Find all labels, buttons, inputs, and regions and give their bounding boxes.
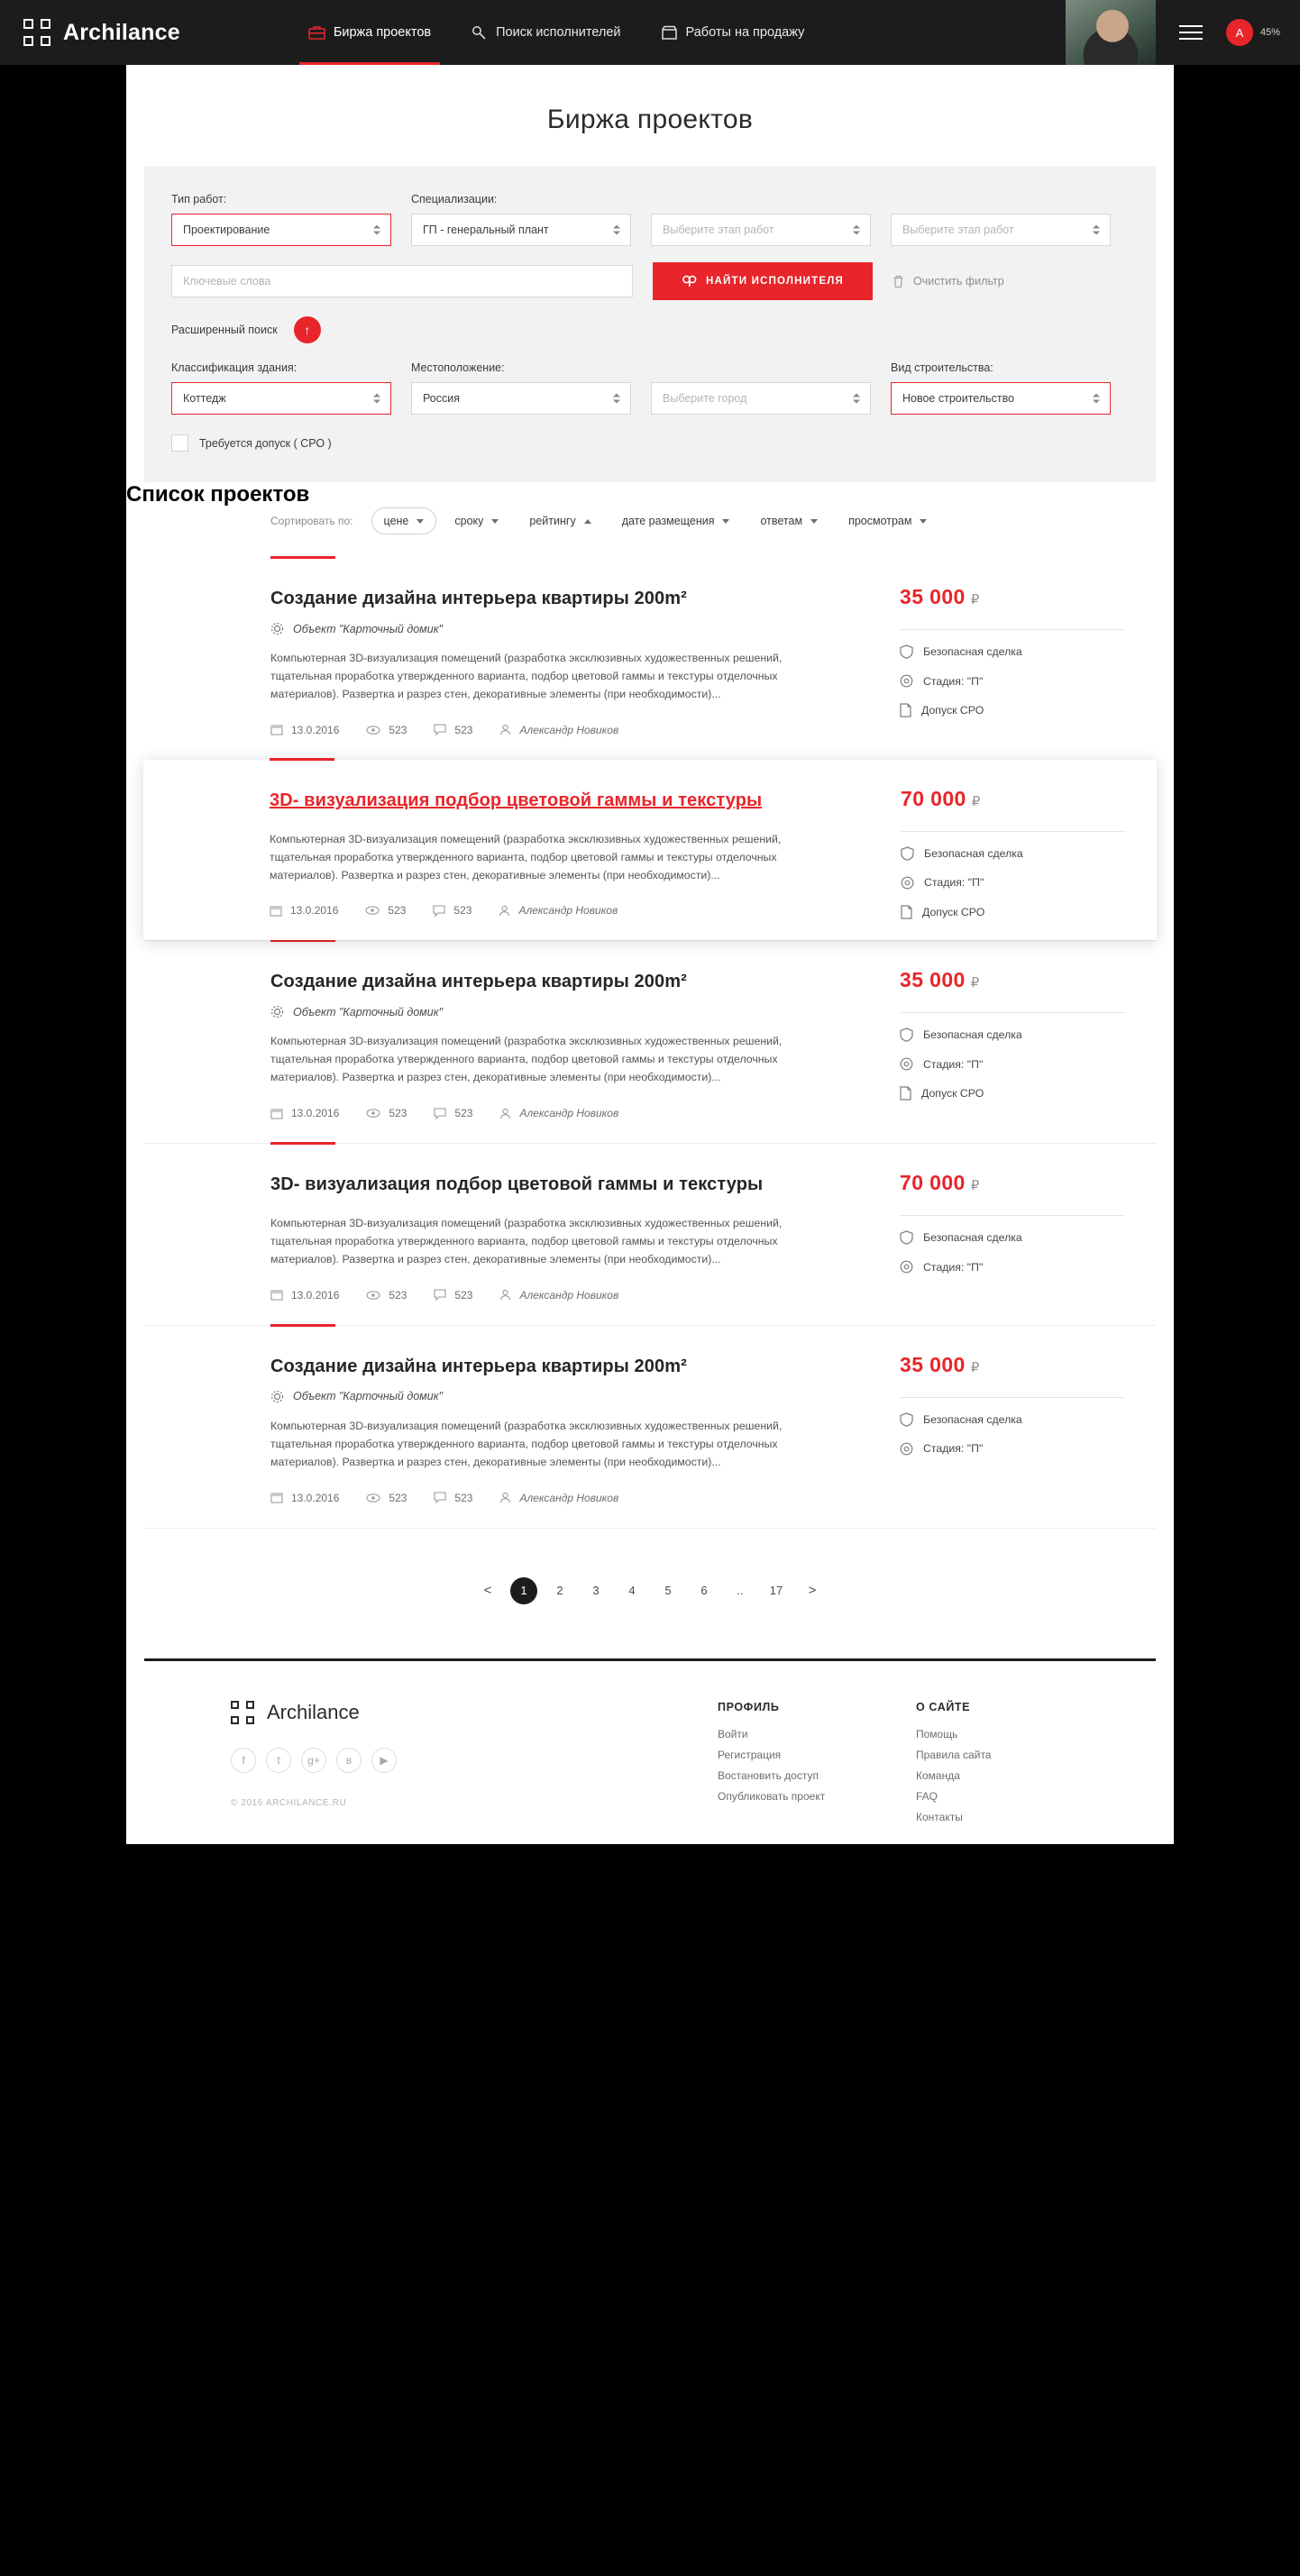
meta-date bbox=[270, 1492, 339, 1504]
find-performer-button[interactable] bbox=[653, 262, 873, 300]
project-description: Компьютерная 3D-визуализация помещений (разработка эксклюзивных художественных решений, тщательная проработка утвержденного варианта, подбор цветовой гаммы и текстуры отделочных материалов). Развертка и разрез стен, декоративные элементы (при необходимости)... bbox=[270, 1419, 783, 1468]
logo-mark-icon bbox=[231, 1701, 254, 1724]
advanced-search-toggle[interactable] bbox=[294, 316, 321, 343]
meta-date-value: 13.0.2016 bbox=[291, 723, 340, 736]
meta-comments-value: 523 bbox=[454, 723, 473, 736]
meta-author[interactable] bbox=[499, 724, 618, 736]
pagination-ellipsis: .. bbox=[737, 1584, 744, 1598]
footer-column-about bbox=[916, 1701, 991, 1832]
eye-icon bbox=[366, 1108, 380, 1119]
sort-bar bbox=[126, 507, 1174, 534]
meta-author[interactable] bbox=[499, 1289, 618, 1302]
select-work-type[interactable] bbox=[171, 214, 391, 246]
profile-cover-image bbox=[1066, 0, 1156, 65]
sort-option-rating[interactable] bbox=[517, 507, 603, 534]
shield-icon bbox=[900, 1412, 913, 1427]
footer-link-team[interactable]: Команда bbox=[916, 1768, 960, 1782]
meta-views bbox=[366, 1492, 407, 1504]
footer-logo[interactable] bbox=[231, 1701, 1131, 1724]
meta-views bbox=[365, 904, 406, 917]
pagination-page-5[interactable]: 5 bbox=[664, 1584, 672, 1598]
comment-icon bbox=[434, 724, 446, 735]
chevron-down-icon bbox=[920, 519, 927, 524]
document-icon bbox=[900, 703, 911, 717]
project-price-column bbox=[900, 1171, 1125, 1289]
project-card[interactable] bbox=[144, 1325, 1156, 1528]
project-price-value: 70 000 bbox=[900, 1171, 966, 1195]
label-building-class: Классификация здания: bbox=[171, 361, 298, 374]
chevron-updown-icon bbox=[373, 225, 380, 235]
footer-link-register[interactable]: Регистрация bbox=[718, 1748, 782, 1761]
sort-option-answers[interactable] bbox=[747, 507, 830, 534]
divider bbox=[900, 1397, 1125, 1398]
project-title[interactable]: 3D- визуализация подбор цветовой гаммы и текстуры bbox=[270, 790, 763, 810]
target-icon bbox=[900, 674, 913, 688]
meta-date-value: 13.0.2016 bbox=[291, 1107, 340, 1120]
select-specialization[interactable] bbox=[411, 214, 631, 246]
select-city-placeholder: Выберите город bbox=[663, 392, 747, 405]
nav-item-search-performers[interactable] bbox=[451, 0, 640, 65]
chevron-updown-icon bbox=[853, 225, 860, 235]
filter-row-3 bbox=[171, 361, 1129, 415]
meta-date bbox=[270, 904, 338, 917]
chevron-down-icon bbox=[722, 519, 729, 524]
meta-author-name: Александр Новиков bbox=[519, 1288, 619, 1302]
select-work-type-value: Проектирование bbox=[183, 224, 270, 236]
filter-row-1 bbox=[171, 193, 1129, 246]
badge-stage bbox=[900, 1260, 1125, 1274]
sro-checkbox-row bbox=[171, 434, 1129, 452]
footer-link-restore[interactable]: Востановить доступ bbox=[718, 1768, 819, 1782]
project-price-column bbox=[900, 968, 1125, 1116]
filter-row-2 bbox=[171, 262, 1129, 300]
document-icon bbox=[900, 1086, 911, 1101]
comment-icon bbox=[434, 1108, 446, 1119]
sro-checkbox[interactable] bbox=[171, 434, 188, 452]
field-work-type bbox=[171, 193, 391, 246]
project-price-value: 35 000 bbox=[900, 968, 966, 992]
label-specialization: Специализации: bbox=[411, 193, 498, 206]
project-meta bbox=[270, 1492, 1131, 1504]
field-location bbox=[411, 361, 631, 415]
meta-views-value: 523 bbox=[389, 723, 407, 736]
calendar-icon bbox=[270, 1492, 283, 1503]
meta-views-value: 523 bbox=[389, 1491, 407, 1504]
project-title[interactable]: Создание дизайна интерьера квартиры 200m² bbox=[270, 589, 687, 608]
meta-comments bbox=[434, 1107, 472, 1119]
badge-safe-deal bbox=[900, 644, 1125, 659]
sort-label: сроку bbox=[454, 515, 484, 527]
select-location[interactable] bbox=[411, 382, 631, 415]
project-price-column bbox=[900, 585, 1125, 733]
meta-date-value: 13.0.2016 bbox=[291, 1288, 340, 1302]
select-building-class-value: Коттедж bbox=[183, 392, 226, 405]
meta-author-name: Александр Новиков bbox=[518, 904, 618, 918]
badge-stage bbox=[900, 674, 1125, 688]
chevron-down-icon bbox=[810, 519, 818, 524]
footer-link-rules[interactable]: Правила сайта bbox=[916, 1748, 992, 1761]
pagination-page-2[interactable]: 2 bbox=[556, 1584, 563, 1598]
project-title[interactable]: 3D- визуализация подбор цветовой гаммы и текстуры bbox=[270, 1174, 764, 1195]
sort-option-deadline[interactable] bbox=[442, 507, 511, 534]
sort-label: просмотрам bbox=[848, 515, 912, 527]
nav-item-works-for-sale[interactable] bbox=[641, 0, 825, 65]
calendar-icon bbox=[270, 905, 282, 917]
label-construction-kind: Вид строительства: bbox=[891, 361, 993, 374]
keywords-input[interactable] bbox=[171, 265, 633, 297]
currency-symbol: ₽ bbox=[970, 975, 980, 991]
footer-brand: Archilance bbox=[267, 1700, 360, 1723]
menu-burger-icon[interactable] bbox=[1179, 21, 1203, 44]
project-price bbox=[900, 585, 1125, 609]
facebook-icon[interactable]: f bbox=[231, 1748, 256, 1773]
project-description: Компьютерная 3D-визуализация помещений (разработка эксклюзивных художественных решений, тщательная проработка утвержденного варианта, подбор цветовой гаммы и текстуры отделочных материалов). Развертка и разрез стен, декоративные элементы (при необходимости)... bbox=[270, 1035, 783, 1084]
select-stage-2[interactable] bbox=[891, 214, 1111, 246]
main-nav bbox=[288, 0, 825, 65]
shield-icon bbox=[900, 1230, 913, 1245]
project-price-value: 70 000 bbox=[901, 786, 966, 810]
field-construction-kind bbox=[891, 361, 1111, 415]
project-description: Компьютерная 3D-визуализация помещений (разработка эксклюзивных художественных решений, тщательная проработка утвержденного варианта, подбор цветовой гаммы и текстуры отделочных материалов). Развертка и разрез стен, декоративные элементы (при необходимости)... bbox=[270, 832, 782, 882]
advanced-search-label: Расширенный поиск bbox=[171, 324, 278, 336]
project-card[interactable] bbox=[143, 760, 1157, 941]
meta-date-value: 13.0.2016 bbox=[291, 1491, 340, 1504]
select-stage-2-placeholder: Выберите этап работ bbox=[902, 224, 1014, 236]
google-plus-icon[interactable]: g+ bbox=[301, 1748, 326, 1773]
find-performer-label: НАЙТИ ИСПОЛНИТЕЛЯ bbox=[706, 276, 844, 287]
badge-label: Стадия: "П" bbox=[923, 1260, 984, 1274]
badge-stage bbox=[901, 876, 1126, 890]
divider bbox=[900, 1215, 1125, 1216]
badge-label: Безопасная сделка bbox=[924, 846, 1023, 860]
project-list bbox=[126, 558, 1174, 1528]
project-price bbox=[900, 968, 1125, 992]
project-price-value: 35 000 bbox=[900, 585, 966, 608]
footer-link-publish[interactable]: Опубликовать проект bbox=[718, 1789, 826, 1803]
meta-comments-value: 523 bbox=[453, 904, 472, 918]
chevron-updown-icon bbox=[613, 225, 620, 235]
calendar-icon bbox=[270, 1289, 283, 1301]
field-keywords bbox=[171, 265, 633, 297]
meta-date bbox=[270, 1107, 339, 1119]
comment-icon bbox=[434, 1492, 446, 1503]
project-object: Объект "Карточный домик" bbox=[293, 622, 444, 635]
youtube-icon[interactable]: ▶ bbox=[371, 1748, 397, 1773]
eye-icon bbox=[366, 1493, 380, 1503]
badge-sro bbox=[900, 1086, 1125, 1101]
twitter-icon[interactable]: t bbox=[266, 1748, 291, 1773]
divider bbox=[900, 1012, 1125, 1013]
footer bbox=[144, 1658, 1156, 1844]
select-construction-kind-value: Новое строительство bbox=[902, 392, 1015, 405]
project-price-value: 35 000 bbox=[900, 1352, 966, 1376]
select-stage-1-placeholder: Выберите этап работ bbox=[663, 224, 774, 236]
calendar-icon bbox=[270, 724, 283, 735]
target-icon bbox=[901, 876, 914, 890]
badge-stage bbox=[900, 1057, 1125, 1071]
meta-date bbox=[270, 1289, 339, 1302]
target-icon bbox=[900, 1442, 913, 1456]
sro-checkbox-label: Требуется допуск ( СРО ) bbox=[199, 436, 332, 450]
list-title: Список проектов bbox=[126, 482, 310, 507]
pagination-page-1[interactable]: 1 bbox=[510, 1577, 537, 1604]
meta-views-value: 523 bbox=[389, 1288, 407, 1302]
badge-safe-deal bbox=[901, 846, 1126, 861]
search-glass-icon bbox=[682, 275, 697, 288]
footer-column-title: О САЙТЕ bbox=[916, 1700, 971, 1713]
clear-filter-button[interactable] bbox=[893, 262, 1004, 300]
chevron-updown-icon bbox=[373, 394, 380, 404]
social-links bbox=[231, 1748, 1131, 1773]
project-description: Компьютерная 3D-визуализация помещений (разработка эксклюзивных художественных решений, тщательная проработка утвержденного варианта, подбор цветовой гаммы и текстуры отделочных материалов). Развертка и разрез стен, декоративные элементы (при необходимости)... bbox=[270, 652, 783, 700]
chevron-updown-icon bbox=[613, 394, 620, 404]
project-price bbox=[901, 787, 1126, 811]
profile-completion-percent: 45% bbox=[1259, 27, 1280, 38]
nav-label: Работы на продажу bbox=[685, 25, 805, 40]
shield-icon bbox=[900, 1028, 913, 1042]
chevron-updown-icon bbox=[1093, 394, 1100, 404]
eye-icon bbox=[365, 905, 380, 916]
card-accent-tick bbox=[270, 758, 334, 761]
page-title: Биржа проектов bbox=[546, 105, 754, 134]
sort-option-date[interactable] bbox=[609, 507, 743, 534]
trash-icon bbox=[893, 275, 904, 288]
project-price-column bbox=[900, 1353, 1125, 1471]
gear-icon bbox=[270, 622, 284, 635]
badge-label: Безопасная сделка bbox=[923, 645, 1022, 658]
top-header bbox=[0, 0, 1300, 65]
meta-comments bbox=[434, 1492, 472, 1504]
label-work-type: Тип работ: bbox=[171, 193, 227, 206]
select-city[interactable] bbox=[651, 382, 871, 415]
badge-sro bbox=[901, 905, 1126, 919]
document-icon bbox=[901, 905, 912, 919]
pagination-next[interactable]: > bbox=[808, 1583, 817, 1599]
search-people-icon bbox=[471, 25, 488, 41]
arrow-up-icon: ↑ bbox=[304, 323, 311, 337]
sort-caption: Сортировать по: bbox=[270, 515, 353, 527]
field-building-class bbox=[171, 361, 391, 415]
page-bottom-spacer bbox=[126, 1844, 1174, 1916]
currency-symbol: ₽ bbox=[970, 1178, 980, 1194]
meta-comments bbox=[434, 724, 472, 736]
meta-author-name: Александр Новиков bbox=[519, 723, 619, 736]
project-object: Объект "Карточный домик" bbox=[293, 1005, 444, 1019]
clear-filter-label: Очистить фильтр bbox=[913, 275, 1004, 288]
project-meta bbox=[270, 1289, 1131, 1302]
gear-icon bbox=[270, 1390, 284, 1403]
user-icon bbox=[499, 1108, 511, 1119]
copyright: © 2016 ARCHILANCE.RU bbox=[231, 1797, 347, 1808]
project-price bbox=[900, 1171, 1125, 1195]
project-title[interactable]: Создание дизайна интерьера квартиры 200m² bbox=[270, 972, 687, 992]
nav-label: Биржа проектов bbox=[333, 25, 432, 40]
pagination-page-4[interactable]: 4 bbox=[628, 1584, 636, 1598]
pagination-page-6[interactable]: 6 bbox=[700, 1584, 708, 1598]
pagination-page-17[interactable]: 17 bbox=[769, 1584, 783, 1598]
badge-label: Стадия: "П" bbox=[923, 674, 984, 688]
comment-icon bbox=[433, 905, 445, 917]
badge-label: Допуск СРО bbox=[921, 704, 984, 717]
project-description: Компьютерная 3D-визуализация помещений (разработка эксклюзивных художественных решений, тщательная проработка утвержденного варианта, подбор цветовой гаммы и текстуры отделочных материалов). Развертка и разрез стен, декоративные элементы (при необходимости)... bbox=[270, 1217, 783, 1265]
logo-mark-icon bbox=[23, 19, 50, 46]
select-building-class[interactable] bbox=[171, 382, 391, 415]
badge-safe-deal bbox=[900, 1028, 1125, 1042]
sort-option-views[interactable] bbox=[836, 507, 939, 534]
footer-column-title: ПРОФИЛЬ bbox=[718, 1700, 780, 1713]
comment-icon bbox=[434, 1289, 446, 1301]
field-specialization bbox=[411, 193, 631, 246]
avatar[interactable]: A bbox=[1226, 19, 1253, 46]
meta-author[interactable] bbox=[499, 1492, 618, 1504]
divider bbox=[901, 831, 1126, 832]
select-stage-1[interactable] bbox=[651, 214, 871, 246]
badge-label: Допуск СРО bbox=[922, 905, 985, 918]
badge-label: Допуск СРО bbox=[921, 1087, 984, 1101]
meta-views-value: 523 bbox=[388, 904, 407, 918]
card-accent-tick bbox=[270, 1324, 335, 1327]
chevron-updown-icon bbox=[1093, 225, 1100, 235]
page-content bbox=[126, 65, 1174, 1916]
chevron-down-icon bbox=[491, 519, 499, 524]
meta-comments-value: 523 bbox=[454, 1491, 473, 1504]
meta-date bbox=[270, 724, 339, 736]
gear-icon bbox=[270, 1005, 284, 1019]
vk-icon[interactable]: в bbox=[336, 1748, 362, 1773]
project-price bbox=[900, 1353, 1125, 1377]
meta-author-name: Александр Новиков bbox=[519, 1107, 619, 1120]
user-icon bbox=[499, 905, 510, 917]
currency-symbol: ₽ bbox=[970, 592, 980, 607]
field-stage-1 bbox=[651, 193, 871, 246]
field-city bbox=[651, 361, 871, 415]
filter-panel bbox=[144, 166, 1156, 482]
user-icon bbox=[499, 1492, 511, 1503]
project-object: Объект "Карточный домик" bbox=[293, 1390, 444, 1403]
target-icon bbox=[900, 1260, 913, 1274]
badge-stage bbox=[900, 1442, 1125, 1456]
footer-link-help[interactable]: Помощь bbox=[916, 1727, 958, 1740]
project-price-column bbox=[901, 787, 1126, 935]
select-construction-kind[interactable] bbox=[891, 382, 1111, 415]
header-right bbox=[1066, 0, 1300, 65]
shop-icon bbox=[661, 25, 678, 41]
select-location-value: Россия bbox=[423, 392, 460, 405]
meta-comments-value: 523 bbox=[454, 1107, 473, 1120]
sort-label: цене bbox=[383, 515, 409, 527]
footer-column-profile bbox=[718, 1701, 825, 1811]
badge-label: Безопасная сделка bbox=[923, 1028, 1022, 1042]
badge-safe-deal bbox=[900, 1230, 1125, 1245]
sort-label: дате размещения bbox=[621, 515, 715, 527]
meta-views bbox=[366, 1107, 407, 1119]
card-accent-tick bbox=[270, 1142, 335, 1145]
sort-label: ответам bbox=[760, 515, 803, 527]
footer-link-login[interactable]: Войти bbox=[718, 1727, 748, 1740]
meta-views bbox=[366, 1289, 407, 1302]
sort-option-price[interactable] bbox=[371, 507, 437, 534]
keywords-placeholder: Ключевые слова bbox=[183, 275, 271, 288]
chevron-up-icon bbox=[584, 519, 591, 524]
advanced-search-row bbox=[171, 316, 1129, 343]
badge-safe-deal bbox=[900, 1412, 1125, 1427]
label-location: Местоположение: bbox=[411, 361, 505, 374]
nav-item-exchange[interactable] bbox=[288, 0, 451, 65]
sort-label: рейтингу bbox=[529, 515, 576, 527]
meta-author[interactable] bbox=[499, 904, 618, 917]
chevron-updown-icon bbox=[853, 394, 860, 404]
badge-label: Стадия: "П" bbox=[924, 876, 984, 890]
badge-sro bbox=[900, 703, 1125, 717]
shield-icon bbox=[901, 846, 914, 861]
pagination bbox=[144, 1528, 1156, 1658]
project-card[interactable] bbox=[144, 1143, 1156, 1325]
briefcase-icon bbox=[308, 25, 325, 41]
footer-link-faq[interactable]: FAQ bbox=[916, 1789, 938, 1803]
brand-name: Archilance bbox=[63, 19, 180, 45]
nav-label: Поиск исполнителей bbox=[496, 25, 621, 40]
select-specialization-value: ГП - генеральный плант bbox=[423, 224, 549, 236]
user-icon bbox=[499, 1289, 511, 1301]
eye-icon bbox=[366, 1290, 380, 1301]
divider bbox=[900, 629, 1125, 630]
pagination-page-3[interactable]: 3 bbox=[592, 1584, 600, 1598]
badge-label: Стадия: "П" bbox=[923, 1057, 984, 1071]
meta-date-value: 13.0.2016 bbox=[290, 904, 339, 918]
meta-views bbox=[366, 724, 407, 736]
meta-comments bbox=[433, 904, 471, 917]
meta-views-value: 523 bbox=[389, 1107, 407, 1120]
project-card[interactable] bbox=[144, 558, 1156, 760]
badge-label: Безопасная сделка bbox=[923, 1231, 1022, 1245]
project-card[interactable] bbox=[144, 940, 1156, 1143]
chevron-down-icon bbox=[417, 519, 424, 524]
card-accent-tick bbox=[270, 556, 335, 559]
currency-symbol: ₽ bbox=[970, 1359, 980, 1375]
eye-icon bbox=[366, 725, 380, 735]
target-icon bbox=[900, 1057, 913, 1071]
brand-logo[interactable] bbox=[23, 19, 180, 46]
shield-icon bbox=[900, 644, 913, 659]
field-stage-2 bbox=[891, 193, 1111, 246]
badge-label: Безопасная сделка bbox=[923, 1412, 1022, 1426]
pagination-prev[interactable]: < bbox=[483, 1583, 492, 1599]
user-icon bbox=[499, 724, 511, 735]
badge-label: Стадия: "П" bbox=[923, 1442, 984, 1456]
meta-author-name: Александр Новиков bbox=[519, 1491, 619, 1504]
project-title[interactable]: Создание дизайна интерьера квартиры 200m² bbox=[270, 1356, 687, 1376]
footer-link-contacts[interactable]: Контакты bbox=[916, 1810, 963, 1823]
calendar-icon bbox=[270, 1108, 283, 1119]
meta-author[interactable] bbox=[499, 1107, 618, 1119]
currency-symbol: ₽ bbox=[971, 793, 981, 809]
meta-comments-value: 523 bbox=[454, 1288, 473, 1302]
meta-comments bbox=[434, 1289, 472, 1302]
